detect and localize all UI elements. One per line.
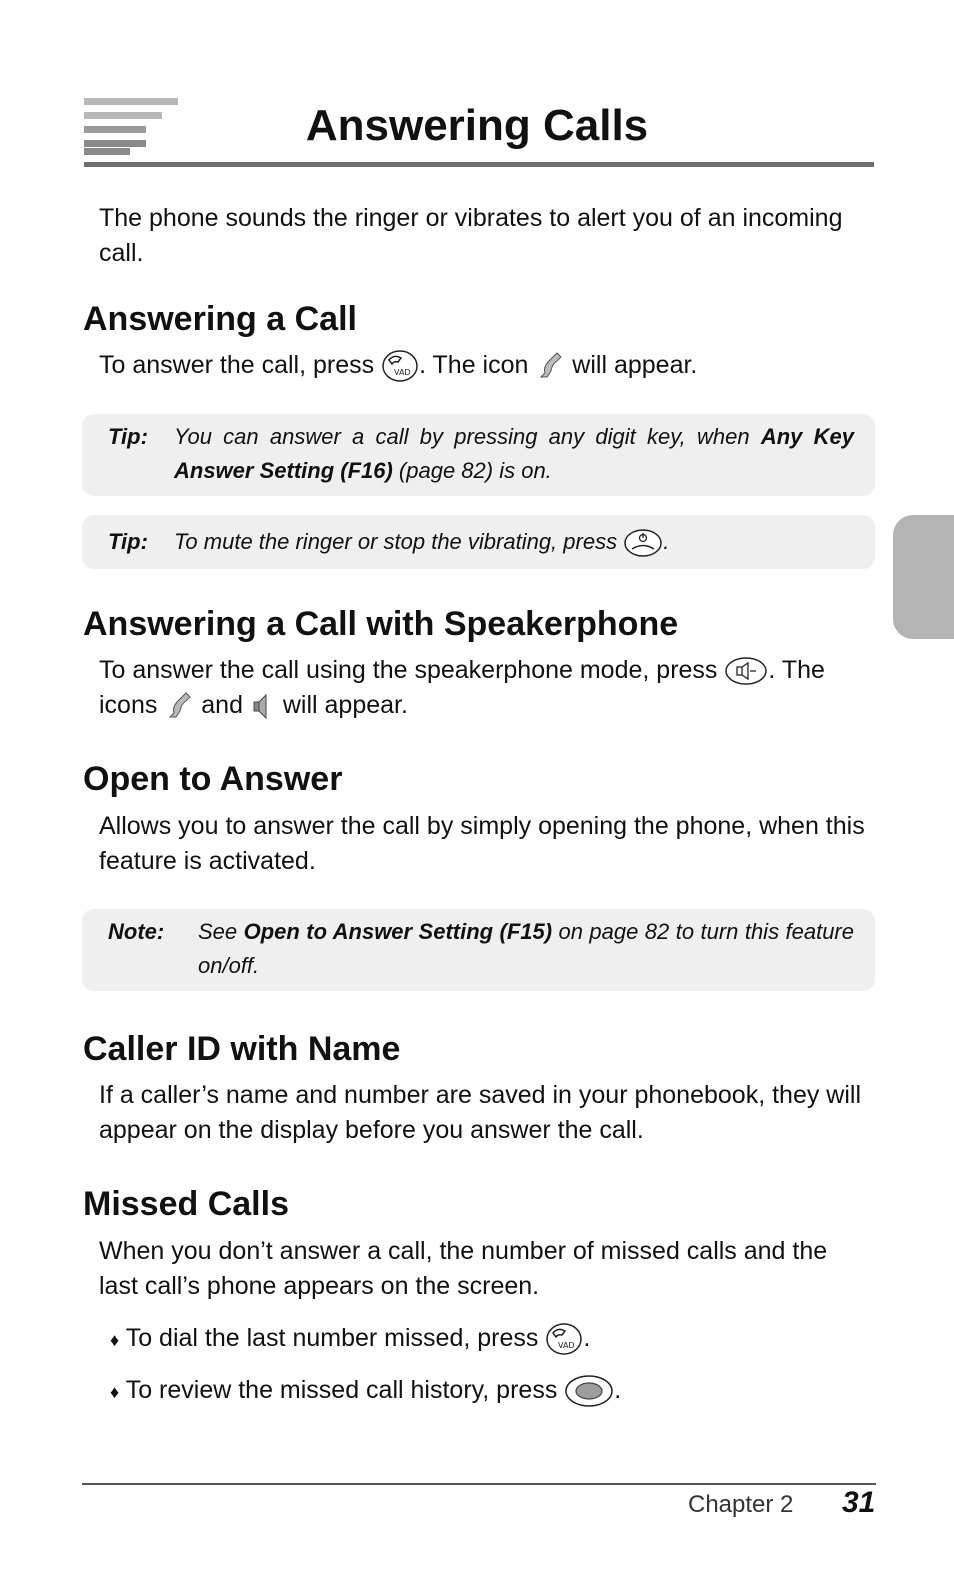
intro-text: The phone sounds the ringer or vibrates to alert you of an incoming call. <box>99 204 843 267</box>
svg-text:VAD: VAD <box>394 368 411 378</box>
page-title: Answering Calls <box>305 101 649 150</box>
handset-in-call-icon <box>164 689 194 723</box>
title-rule <box>84 162 874 167</box>
speaker-status-icon <box>250 689 276 723</box>
chapter-tab <box>893 515 954 639</box>
heading-missed-calls: Missed Calls <box>83 1185 289 1223</box>
heading-open-to-answer: Open to Answer <box>83 760 343 798</box>
missed-calls-text: When you don’t answer a call, the number of missed calls and the last call’s phone appears on the screen. <box>99 1237 828 1300</box>
handset-in-call-icon <box>535 349 565 383</box>
footer-chapter: Chapter 2 <box>688 1491 794 1518</box>
svg-text:VAD: VAD <box>558 1341 575 1351</box>
heading-answering-a-call: Answering a Call <box>83 300 357 338</box>
tip-callout-mute <box>82 515 875 569</box>
tip-text: You can answer a call by pressing any digit key, when Any Key Answer Setting (F16) (page 82) is on. <box>174 424 854 483</box>
caller-id-text: If a caller’s name and number are saved in your phonebook, they will appear on the display before you answer the call. <box>99 1081 862 1144</box>
bullet-marker: ♦ <box>110 1382 120 1402</box>
tip-callout-any-key <box>82 414 875 496</box>
open-to-answer-text: Allows you to answer the call by simply opening the phone, when this feature is activated. <box>99 812 865 875</box>
note-text: See Open to Answer Setting (F15) on page 82 to turn this feature on/off. <box>198 919 854 978</box>
bullet-marker: ♦ <box>110 1330 120 1350</box>
note-label: Note: <box>108 919 165 944</box>
tip-label: Tip: <box>108 424 148 449</box>
navigation-ok-key-icon <box>564 1374 614 1408</box>
heading-caller-id: Caller ID with Name <box>83 1030 401 1068</box>
speakerphone-key-icon <box>724 656 768 686</box>
send-key-icon <box>545 1322 583 1356</box>
speakerphone-text: To answer the call using the speakerphone mode, press . The icons and will appear. <box>99 653 869 723</box>
list-item: ♦ To review the missed call history, press . <box>110 1372 621 1410</box>
send-key-icon <box>381 349 419 383</box>
tip-text: To mute the ringer or stop the vibrating, press . <box>174 525 854 559</box>
answering-call-text: To answer the call, press VAD . The icon will appear. <box>99 348 869 383</box>
tip-label: Tip: <box>108 529 148 554</box>
note-callout <box>82 909 875 991</box>
footer-rule <box>82 1483 876 1485</box>
page-number: 31 <box>842 1486 876 1519</box>
heading-speakerphone: Answering a Call with Speakerphone <box>83 605 679 643</box>
list-item: ♦ To dial the last number missed, press VAD . <box>110 1320 590 1358</box>
end-key-icon <box>623 528 663 558</box>
